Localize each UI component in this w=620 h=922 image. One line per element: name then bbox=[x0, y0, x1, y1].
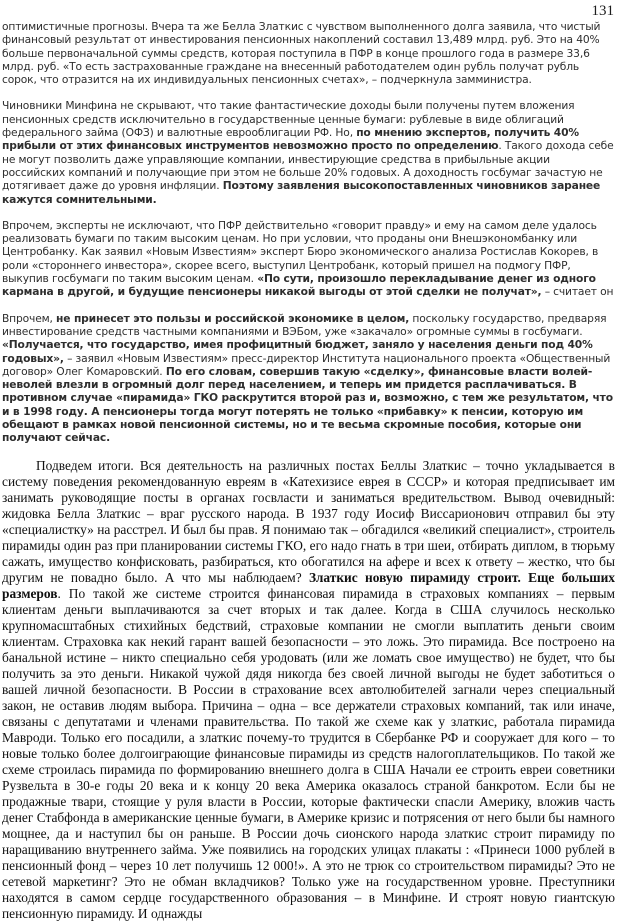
bold-text-run: не принесет это пользы и российской экономике в целом, bbox=[56, 311, 410, 325]
paragraph-sans bbox=[2, 20, 615, 86]
bold-text-run: Поэтому заявления высокопоставленных чиновников заранее кажутся сомнительными. bbox=[2, 179, 601, 206]
text-run: . По такой же системе строится финансовая пирамида в страховых компаниях – первым клиентам деньги выплачиваются за счет вторых и так далее. Когда в США случилось несколько крупномасштабных стихийных бедствий, страховые компании не смогли выплатить деньги своим клиентам. Страховка как некий гарант вашей безопасности – это ложь. Это пирамида. Все построено на банальной истине – никто специально себя уродовать (или же ломать свое имущество) не будет, что бы получить за это деньги. Никакой чужой дядя никогда без своей личной выгоды не будет заботиться о вашей личной безопасности. В России в страхование всех автолюбителей загнали через специальный закон, не оставив людям выбора. Причина – одна – все держатели страховых компаний, так или иначе, связаны с депутатами и членами правительства. По такой же схеме как у златкис, работала пирамида Мавроди. Только его посадили, а златкис почему-то трудится в Сбербанке РФ и сооружает для кого – то новые только более долгоиграющие финансовые пирамиды из средств налогоплательщиков. По такой же схеме строилась пирамида по формированию внешнего долга в США Начали ее строить евреи советники Рузвельта в 30-е годы 20 века и к концу 20 века Америка оказалось страной банкротом. Если бы не продажные твари, стоящие у руля власти в России, которые фактически спасли Америку, вложив часть денег Стабфонда в американские ценные бумаги, в Америке кризис и потрясения от него были бы намного мощнее, да и наступил бы он раньше. В России дочь сионского народа златкис строит пирамиду по наращиванию внутреннего займа. Уже появились на городских улицах плакаты : «Принеси 1000 рублей в пенсионный фонд – через 10 лет получишь 12 000!». А это не трюк со строительством пирамиды? Это не сетевой маркетинг? Это не обман вкладчиков? Только уже на государственном уровне. Преступники находятся в самом сердце государственного образования – в Минфине. И строят новую гиантскую пенсионную пирамиду. И однажды bbox=[2, 585, 615, 921]
text-run: Подведем итоги. Вся деятельность на различных постах Беллы Златкис – точно укладывается в систему поведения рекомендованную евреям в «Катехизисе еврея в СССР» и которая предписывает им занимать руководящие посты в органах госвласти и заниматься вредительством. Вывод очевидный: жидовка Белла Златкис – враг русского народа. В 1937 году Иосиф Виссарионович отправил бы эту «специалистку» на расстрел. И был бы прав. Я понимаю так – обгадился «великий специалист», строитель пирамиды один раз при планировании системы ГКО, его надо гнать в три шеи, отбирать диплом, в тюрьму сажать, имущество конфисковать, разбираться, кто обогатился на афере и всех к ответу – жестко, что бы другим не повадно было. А что мы наблюдаем? bbox=[2, 457, 615, 585]
text-run: – заявил «Новым Известиям» пресс-директор Института национального проекта «Общественный договор» Олег Комаровский. bbox=[2, 351, 611, 378]
text-run: . Такого дохода себе не могут позволить даже управляющие компании, инвестирующие средства в прибыльные акции российских компаний и получающие при этом не больше 20% годовых. А доходность госбумаг зачастую не дотягивает даже до уровня инфляции. bbox=[2, 139, 614, 193]
paragraph-sans bbox=[2, 99, 615, 205]
bold-text-run: по мнению экспертов, получить 40% прибыли от этих финансовых инструментов невозможно просто по определению bbox=[2, 126, 579, 153]
text-run: Впрочем, bbox=[2, 311, 57, 325]
paragraph-sans bbox=[2, 219, 615, 299]
article-body bbox=[2, 20, 615, 922]
text-run: оптимистичные прогнозы. Вчера та же Белла Златкис с чувством выполненного долга заявила, что чистый финансовый результат от инвестирования пенсионных накоплений составил 13,489 млрд. руб. Это на 40% больше первоначальной суммы средств, которая поступила в ПФР в конце прошлого года в размере 33,6 млрд. руб. «То есть застрахованные граждане на внесенный работодателем один рубль получат рубль сорок, что отразится на их индивидуальных пенсионных счетах», – подчеркнула замминистра. bbox=[2, 20, 601, 87]
bold-text-run: Златкис новую пирамиду строит. Еще больших размеров bbox=[2, 569, 615, 601]
bold-text-run: «Получается, что государство, имея профицитный бюджет, заняло у населения деньги под 40% годовых», bbox=[2, 338, 593, 365]
paragraph-sans bbox=[2, 312, 615, 445]
text-run: Чиновники Минфина не скрывают, что такие фантастические доходы были получены путем вложения пенсионных средств исключительно в государственные ценные бумаги: рублевые в виде облигаций федерального займа (ОФЗ) и валютные еврооблигации РФ. Но, bbox=[2, 99, 575, 140]
bold-text-run: По его словам, совершив такую «сделку», финансовые власти волей-неволей влезли в огромный долг перед населением, и теперь им придется расплачиваться. В противном случае «пирамида» ГКО раскрутится второй раз и, возможно, с тем же результатом, что и в 1998 году. А пенсионеры тогда могут потерять не только «прибавку» к пенсии, которую им обещают в рамках новой пенсионной системы, но и те весьма скромные пособия, которые они получают сейчас. bbox=[2, 364, 613, 445]
bold-text-run: «По сути, произошло перекладывание денег из одного кармана в другой, и будущие пенсионеры никакой выгоды от этой сделки не получат», bbox=[2, 272, 596, 299]
page-number: 131 bbox=[591, 3, 614, 19]
text-run: Впрочем, эксперты не исключают, что ПФР действительно «говорит правду» и ему на самом деле удалось реализовать бумаги по таким высоким ценам. Но при условии, что проданы они Внешэкономбанку или Центробанку. Как заявил «Новым Известиям» эксперт Бюро экономического анализа Ростислав Кокорев, в роли «стороннего инвестора», скорее всего, выступил Центробанк, который пришел на подмогу ПФР, выкупив госбумаги по таким высоким ценам. bbox=[2, 218, 599, 286]
text-run: поскольку государство, предваряя инвестирование средств частными компаниями и ВЭБом, уже «закачало» огромные суммы в госбумаги. bbox=[2, 311, 607, 338]
paragraph-serif bbox=[2, 458, 615, 922]
text-run: – считает он bbox=[541, 285, 614, 299]
